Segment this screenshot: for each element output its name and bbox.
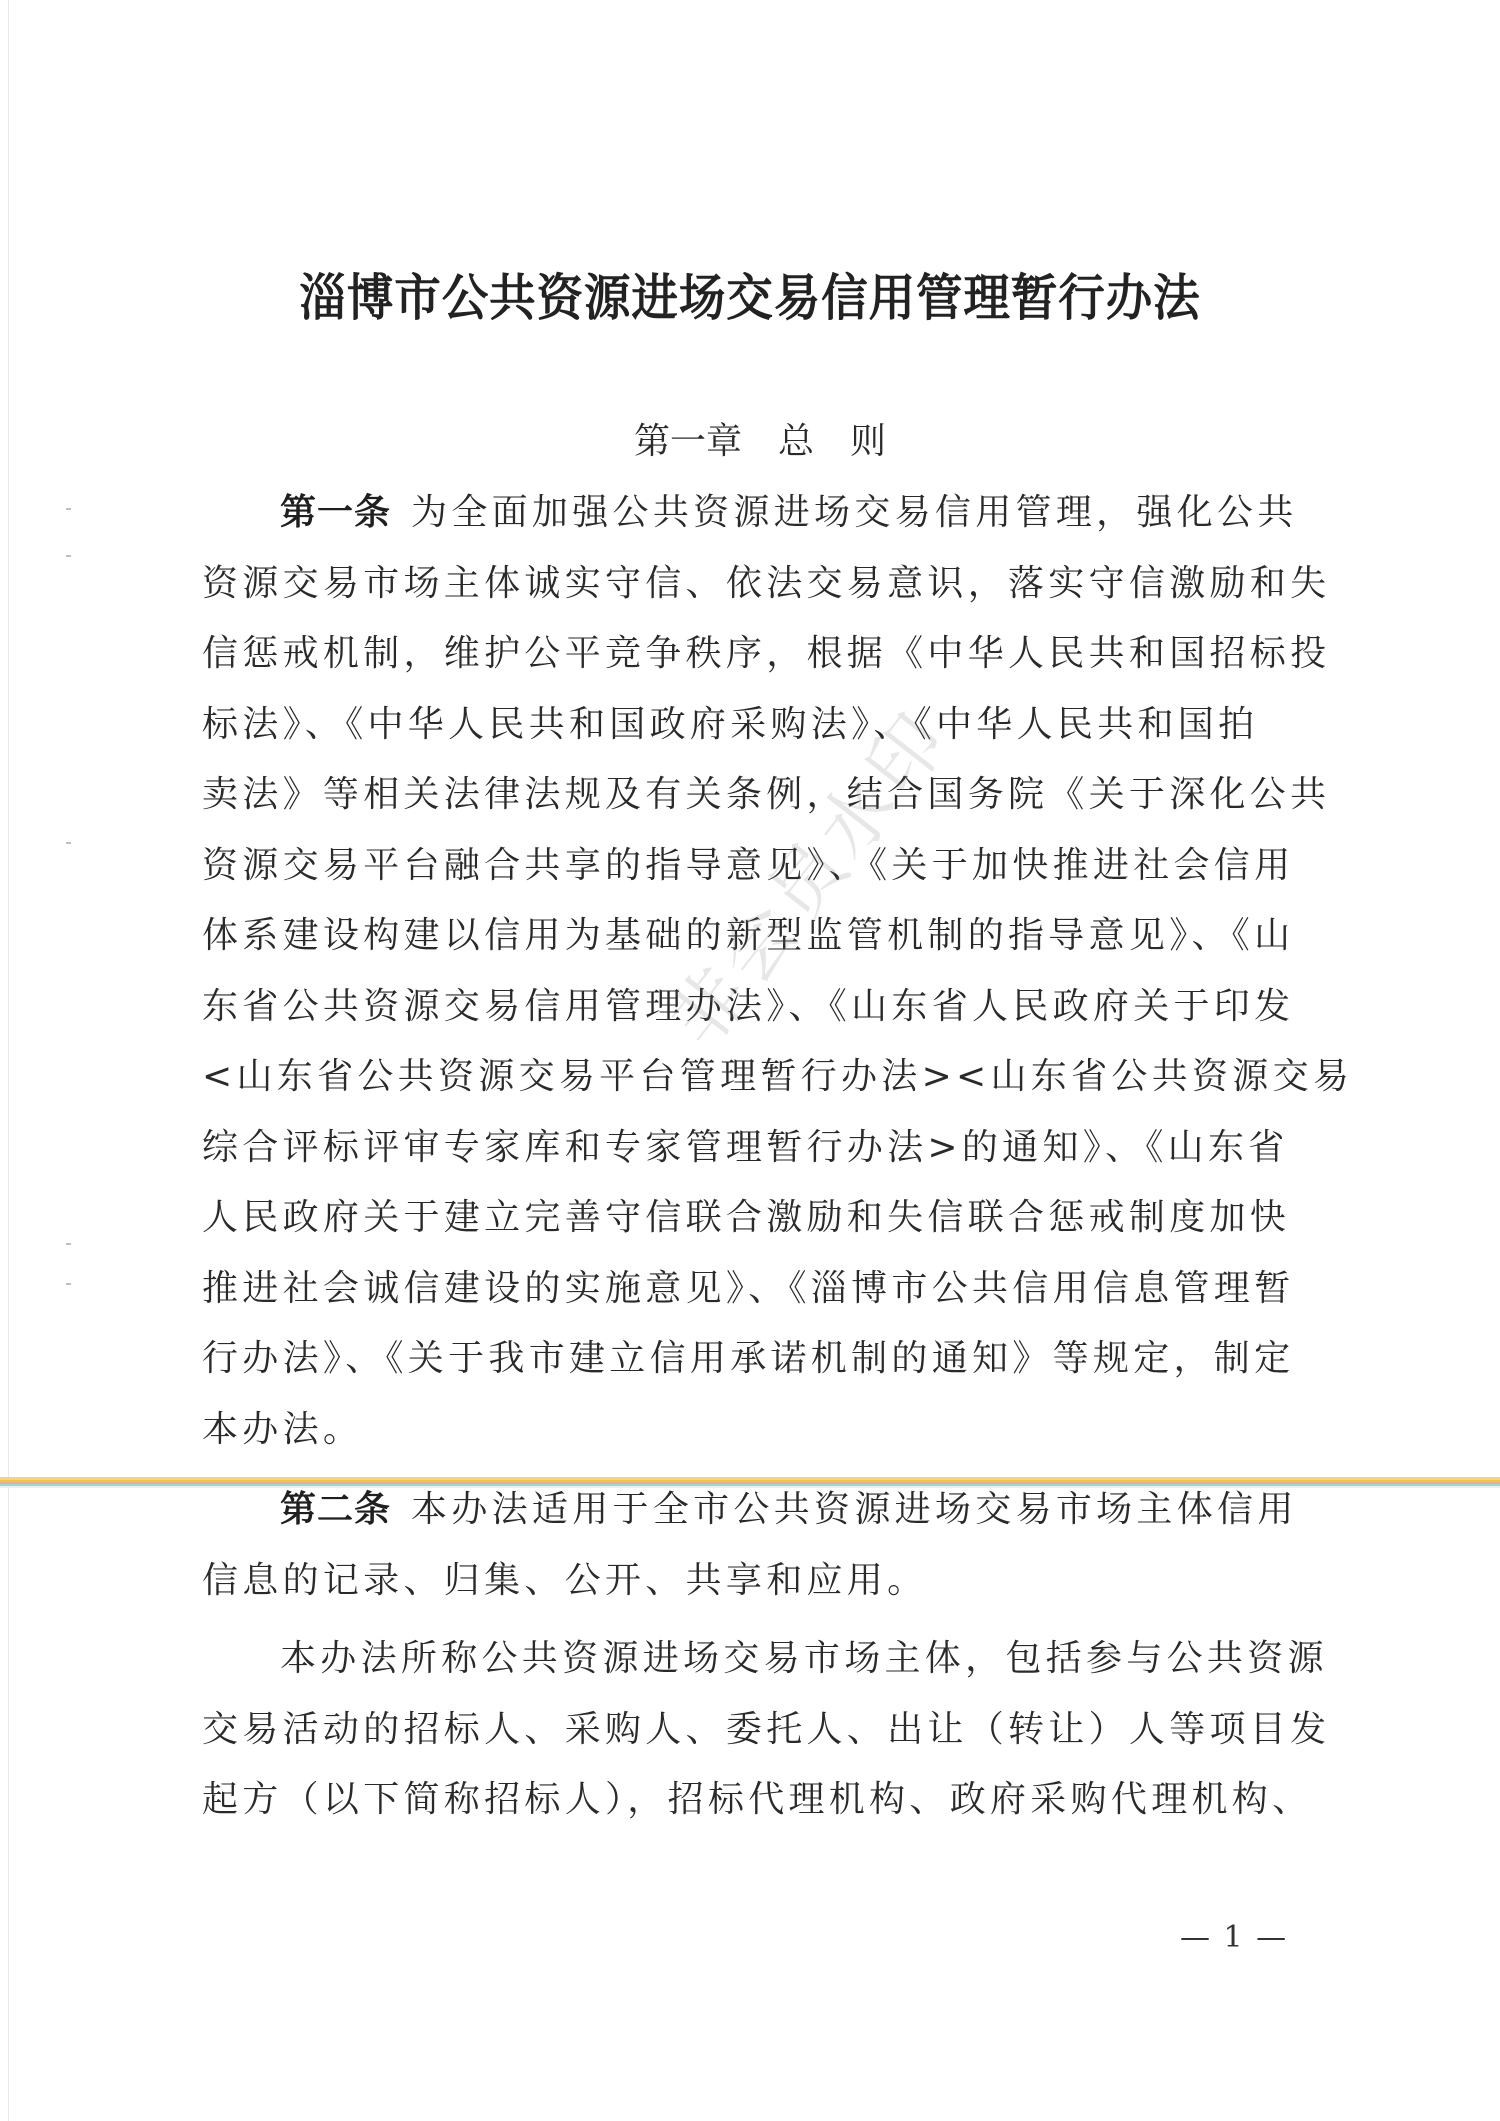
chapter-heading: 第一章 总 则: [633, 421, 886, 462]
text-line: 资源交易平台融合共享的指导意见》、《关于加快推进社会信用: [202, 844, 1295, 886]
scan-speck: [66, 842, 71, 844]
text-line: 标法》、《中华人民共和国政府采购法》、《中华人民共和国拍: [202, 703, 1259, 745]
scan-speck: [66, 508, 71, 510]
paragraph-3: [202, 1624, 1331, 1836]
text-line: 卖法》等相关法律法规及有关条例，结合国务院《关于深化公共: [202, 774, 1331, 815]
scan-speck: [66, 555, 71, 557]
text-line: 起方（以下简称招标人），招标代理机构、政府采购代理机构、: [202, 1779, 1313, 1820]
article-2-first-line: 第二条 本办法适用于全市公共资源进场交易市场主体信用: [280, 1489, 1298, 1530]
text-line: 行办法》、《关于我市建立信用承诺机制的通知》等规定，制定: [202, 1338, 1295, 1379]
text-line: <山东省公共资源交易平台管理暂行办法><山东省公共资源交易: [202, 1056, 1354, 1097]
text-line: 信惩戒机制，维护公平竞争秩序，根据《中华人民共和国招标投: [202, 633, 1331, 674]
watermark: 非会员水印: [652, 694, 967, 1063]
scan-speck: [66, 1243, 71, 1245]
scan-speck: [66, 1283, 71, 1285]
text-line: 本办法所称公共资源进场交易市场主体，包括参与公共资源: [280, 1638, 1328, 1679]
text-line: 交易活动的招标人、采购人、委托人、出让（转让）人等项目发: [202, 1708, 1331, 1750]
text-line: 推进社会诚信建设的实施意见》、《淄博市公共信用信息管理暂: [202, 1267, 1295, 1309]
article-1-label: 第一条: [280, 492, 392, 533]
page-number: — 1 —: [1180, 1920, 1289, 1955]
text-line: 人民政府关于建立完善守信联合激励和失信联合惩戒制度加快: [202, 1197, 1291, 1238]
article-2: [202, 1475, 1310, 1616]
text-line: 资源交易市场主体诚实守信、依法交易意识，落实守信激励和失: [202, 562, 1331, 604]
article-1-first-line: 第一条 为全面加强公共资源进场交易信用管理，强化公共: [280, 492, 1298, 533]
article-2-label: 第二条: [280, 1489, 392, 1530]
text-line: 东省公共资源交易信用管理办法》、《山东省人民政府关于印发: [202, 985, 1295, 1027]
text-line: 信息的记录、归集、公开、共享和应用。: [202, 1559, 928, 1601]
text-line: 体系建设构建以信用为基础的新型监管机制的指导意见》、《山: [202, 915, 1295, 956]
scan-edge-line: [8, 0, 9, 2121]
document-title: 淄博市公共资源进场交易信用管理暂行办法: [299, 268, 1201, 327]
text-line: 本办法。: [202, 1408, 364, 1450]
text-line: 综合评标评审专家库和专家管理暂行办法>的通知》、《山东省: [202, 1126, 1289, 1168]
